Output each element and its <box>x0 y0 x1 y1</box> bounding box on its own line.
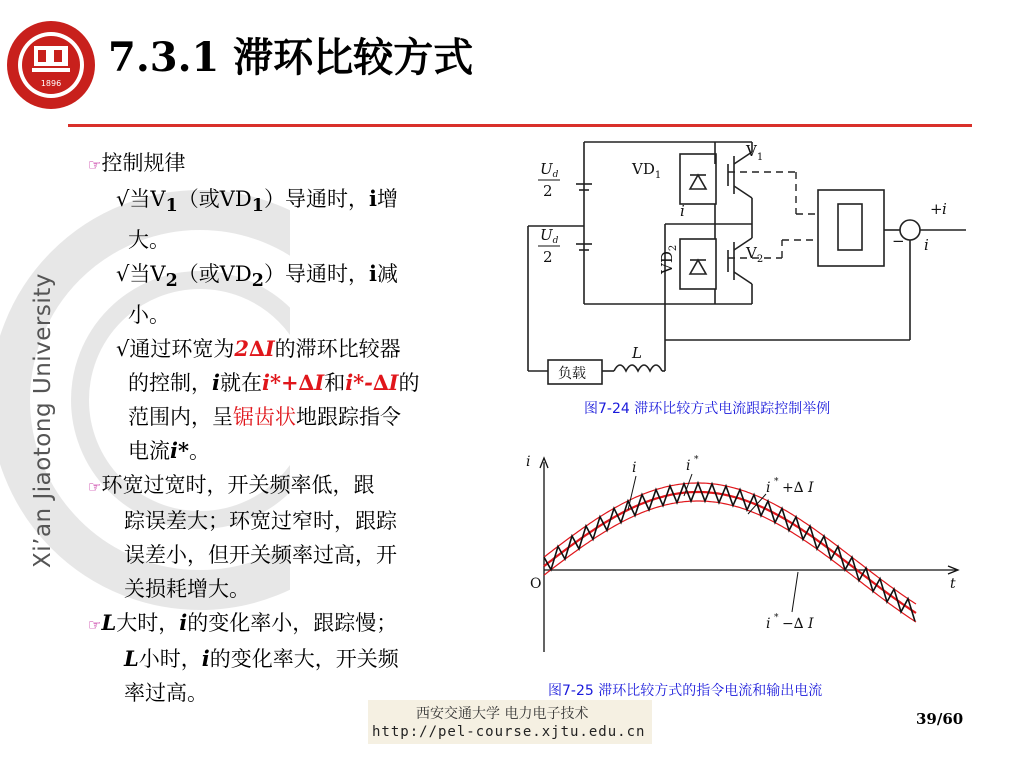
svg-text:L: L <box>632 344 642 362</box>
reference-current-curve <box>544 492 916 613</box>
band-upper <box>544 483 916 604</box>
svg-text:−∆ I: −∆ I <box>782 616 814 632</box>
svg-text:1896: 1896 <box>40 79 62 88</box>
svg-text:i: i <box>766 480 771 496</box>
circuit-diagram <box>520 134 970 394</box>
svg-text:VD1: $VD_1$ <box>632 160 662 181</box>
waveform-plot <box>516 452 964 678</box>
condition-3: √通过环宽为2∆I的滞环比较器 <box>116 336 401 362</box>
university-logo <box>4 18 98 112</box>
footer-course-logo: 西安交通大学 电力电子技术 <box>416 706 589 722</box>
svg-text:2: 2 <box>543 248 553 266</box>
hysteresis-band <box>544 483 916 622</box>
svg-text:O: O <box>530 576 542 592</box>
bullet-inductance: ☞L大时，i的变化率小，跟踪慢； <box>88 610 398 636</box>
svg-text:i: i <box>942 200 947 218</box>
university-watermark: Xi’an Jiaotong University <box>30 273 56 568</box>
checkmark-icon: √ <box>116 187 130 211</box>
slide-title: 7.3.1 滞环比较方式 <box>108 34 474 81</box>
output-current-sawtooth <box>544 483 915 621</box>
slide-body: ☞控制规律 √当$V_1$（或$VD_1$）导通时，i增 大。 √当$V_2$（或$VD_2$）导通时，i减 小。 √通过环宽为2∆I的滞环比较器 的控制，i就在i*+∆I和i*-∆I的 范围内，呈锯齿状地跟踪指令 电流i*。 ☞环宽过宽时，开关频率低，跟 踪误差大；环宽过窄时，跟踪 误差小，但开关频率过高，开 关损耗增大。 ☞L大时，i的变化率小，跟踪慢； L小时，i的变化率大，开关频 率过高。 <box>88 146 508 710</box>
bullet-control-law: ☞控制规律 <box>88 151 186 175</box>
pointing-hand-icon: ☞ <box>88 478 102 497</box>
checkmark-icon: √ <box>116 337 130 362</box>
bullet-hysteresis-width: ☞环宽过宽时，开关频率低，跟 <box>88 473 375 498</box>
pointing-hand-icon: ☞ <box>88 616 102 635</box>
svg-text:−: − <box>892 232 905 250</box>
svg-text:负载: 负载 <box>558 366 586 382</box>
svg-text:+∆ I: +∆ I <box>782 480 814 496</box>
footer-url[interactable]: http://pel-course.xjtu.edu.cn <box>372 724 646 740</box>
svg-text:i: i <box>924 236 929 254</box>
page-number: 39/60 <box>916 710 964 728</box>
condition-1: √当$V_1$（或$VD_1$）导通时，i增 <box>116 186 398 217</box>
svg-text:V1: $V_1$ <box>746 142 764 163</box>
figure-7-25-caption: 图7-25 滞环比较方式的指令电流和输出电流 <box>548 683 823 699</box>
svg-text:i: i <box>766 616 771 632</box>
output-current-curve <box>544 483 915 621</box>
svg-text:2: 2 <box>543 182 553 200</box>
svg-text:+: + <box>930 200 943 218</box>
svg-text:VD2: $VD_2$ <box>658 244 679 274</box>
title-divider <box>68 124 972 127</box>
figure-7-24-caption: 图7-24 滞环比较方式电流跟踪控制举例 <box>584 401 831 417</box>
svg-text:*: * <box>694 455 699 465</box>
condition-2: √当$V_2$（或$VD_2$）导通时，i减 <box>116 261 398 292</box>
svg-text:i: i <box>680 202 685 220</box>
svg-text:Ud: $U_d$ <box>540 226 559 246</box>
svg-text:*: * <box>774 477 779 487</box>
svg-text:i: i <box>686 458 691 474</box>
svg-text:i: i <box>632 460 637 476</box>
checkmark-icon: √ <box>116 262 130 287</box>
svg-text:V2: $V_2$ <box>746 244 764 265</box>
pointing-hand-icon: ☞ <box>88 156 102 174</box>
svg-text:t: t <box>950 576 956 592</box>
svg-text:*: * <box>774 613 779 623</box>
svg-text:i: i <box>526 454 531 470</box>
svg-text:Ud: $U_d$ <box>540 160 559 180</box>
